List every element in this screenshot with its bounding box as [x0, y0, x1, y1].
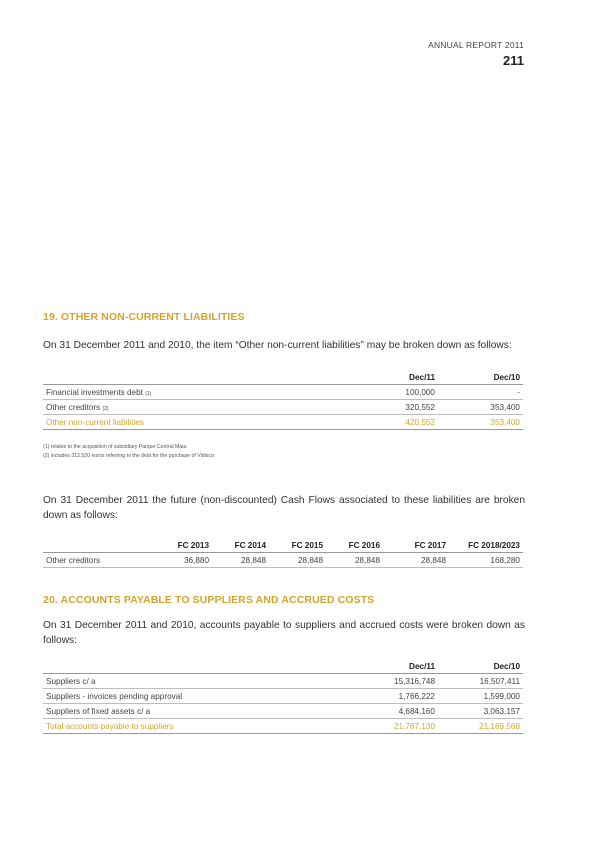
section-20-intro: On 31 December 2011 and 2010, accounts payable to suppliers and accrued costs were broken down as follows:: [43, 620, 525, 646]
row-value-dec10: 3,063,157: [438, 704, 523, 719]
table-row: [43, 385, 523, 400]
column-header-fc2014: FC 2014: [212, 538, 269, 553]
table-header-blank: [43, 538, 150, 553]
total-value-dec11: 21,767,130: [333, 719, 438, 734]
total-value-dec11: 420,552: [333, 415, 438, 430]
row-label-text: Other creditors: [46, 402, 101, 412]
total-label: Other non-current liabilities: [43, 415, 333, 430]
column-header-fc2017: FC 2017: [383, 538, 449, 553]
table-row: [43, 689, 523, 704]
column-header-fc2016: FC 2016: [326, 538, 383, 553]
row-value-fc2014: 28,848: [212, 553, 269, 568]
total-value-dec10: 21,169,568: [438, 719, 523, 734]
row-label-text: Financial investments debt: [46, 387, 143, 397]
section-20-heading: 20. ACCOUNTS PAYABLE TO SUPPLIERS AND ACCRUED COSTS: [43, 594, 375, 606]
table-row: [43, 704, 523, 719]
row-value-fc2013: 36,880: [150, 553, 212, 568]
row-value-fc2018-2023: 168,280: [449, 553, 523, 568]
column-header-dec11: Dec/11: [333, 370, 438, 385]
column-header-dec10: Dec/10: [438, 370, 523, 385]
row-value-dec11: 100,000: [333, 385, 438, 400]
row-label: Suppliers of fixed assets c/ a: [43, 704, 333, 719]
row-label: [43, 385, 333, 400]
footnote-1: (1) relates to the acquisition of subsidiary Parque Central Maia.: [43, 444, 188, 450]
footnotes: [43, 443, 215, 461]
section-19-heading: 19. OTHER NON-CURRENT LIABILITIES: [43, 311, 245, 323]
row-value-fc2017: 28,848: [383, 553, 449, 568]
row-label: Suppliers c/ a: [43, 674, 333, 689]
total-label: Total accounts payable to suppliers: [43, 719, 333, 734]
total-value-dec10: 353,400: [438, 415, 523, 430]
row-label: [43, 400, 333, 415]
table-header-blank: [43, 370, 333, 385]
row-value-dec10: 1,599,000: [438, 689, 523, 704]
column-header-fc2015: FC 2015: [269, 538, 326, 553]
row-value-dec11: 15,316,748: [333, 674, 438, 689]
column-header-dec11: Dec/11: [333, 659, 438, 674]
table-row: [43, 400, 523, 415]
table-header-row: [43, 659, 523, 674]
footnote-ref: (2): [102, 405, 109, 412]
accounts-payable-table: [43, 659, 523, 734]
table-header-row: [43, 370, 523, 385]
other-liabilities-table: [43, 370, 523, 430]
row-value-fc2016: 28,848: [326, 553, 383, 568]
cashflow-intro: On 31 December 2011 the future (non-discounted) Cash Flows associated to these liabilities are broken down as follows:: [43, 495, 525, 521]
row-value-dec11: 4,684,160: [333, 704, 438, 719]
table-row: [43, 674, 523, 689]
row-value-dec11: 1,766,222: [333, 689, 438, 704]
table-header-blank: [43, 659, 333, 674]
report-title: ANNUAL REPORT 2011: [428, 40, 524, 50]
row-label: Suppliers - invoices pending approval: [43, 689, 333, 704]
table-row: [43, 553, 523, 568]
page-number: 211: [503, 53, 524, 68]
column-header-fc2013: FC 2013: [150, 538, 212, 553]
cashflow-table: [43, 538, 523, 568]
footnote-2: (2) includes 312,520 euros referring to the debt for the purchase of Vidisco.: [43, 453, 216, 459]
row-value-dec11: 320,552: [333, 400, 438, 415]
total-row: [43, 415, 523, 430]
row-value-dec10: -: [438, 385, 523, 400]
total-row: [43, 719, 523, 734]
row-label: Other creditors: [43, 553, 150, 568]
page-header: [428, 40, 524, 68]
footnote-ref: (1): [145, 390, 152, 397]
row-value-fc2015: 28,848: [269, 553, 326, 568]
section-19-intro: On 31 December 2011 and 2010, the item “Other non-current liabilities” may be broken down as follows:: [43, 340, 512, 351]
table-header-row: [43, 538, 523, 553]
column-header-dec10: Dec/10: [438, 659, 523, 674]
row-value-dec10: 16,507,411: [438, 674, 523, 689]
column-header-fc2018-2023: FC 2018/2023: [449, 538, 523, 553]
row-value-dec10: 353,400: [438, 400, 523, 415]
